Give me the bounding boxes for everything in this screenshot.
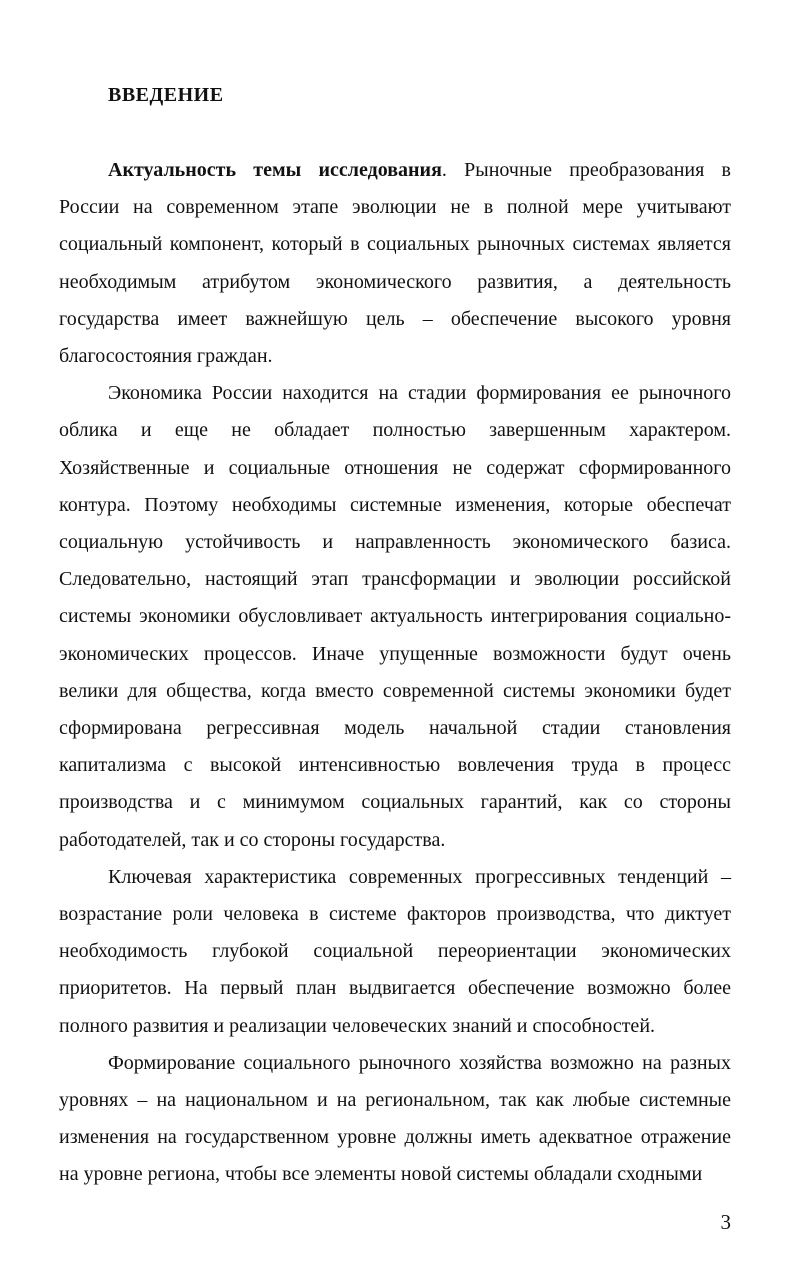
page-number: 3 xyxy=(720,1210,731,1234)
paragraph-relevance xyxy=(59,152,731,375)
paragraph-social-market-economy: Формирование социального рыночного хозяйства возможно на разных уровнях – на национальном и на региональном, так как любые системные изменения на государственном уровне должны иметь адекватное отражение на уровне региона, чтобы все элементы новой системы обладали сходными xyxy=(59,1051,731,1186)
relevance-lead: Актуальность темы исследования xyxy=(108,159,442,181)
relevance-text: . Рыночные преобразования в России на современном этапе эволюции не в полной мере учитывают социальный компонент, который в социальных рыночных системах является необходимым атрибутом экономического развития, а деятельность государства имеет важнейшую цель – обеспечение высокого уровня благосостояния граждан. xyxy=(59,159,732,368)
paragraph-progressive-trends: Ключевая характеристика современных прогрессивных тенденций – возрастание роли человека в системе факторов производства, что диктует необходимость глубокой социальной переориентации экономических приоритетов. На первый план выдвигается обеспечение возможно более полного развития и реализации человеческих знаний и способностей. xyxy=(59,865,731,1037)
paragraph-russian-economy: Экономика России находится на стадии формирования ее рыночного облика и еще не обладает полностью завершенным характером. Хозяйственные и социальные отношения не содержат сформированного контура. Поэтому необходимы системные изменения, которые обеспечат социальную устойчивость и направленность экономического базиса. Следовательно, настоящий этап трансформации и эволюции российской системы экономики обусловливает актуальность интегрирования социально-экономических процессов. Иначе упущенные возможности будут очень велики для общества, когда вместо современной системы экономики будет сформирована регрессивная модель начальной стадии становления капитализма с высокой интенсивностью вовлечения труда в процесс производства и с минимумом социальных гарантий, как со стороны работодателей, так и со стороны государства. xyxy=(59,382,731,851)
body-text xyxy=(59,152,731,1194)
section-heading: ВВЕДЕНИЕ xyxy=(108,84,224,106)
